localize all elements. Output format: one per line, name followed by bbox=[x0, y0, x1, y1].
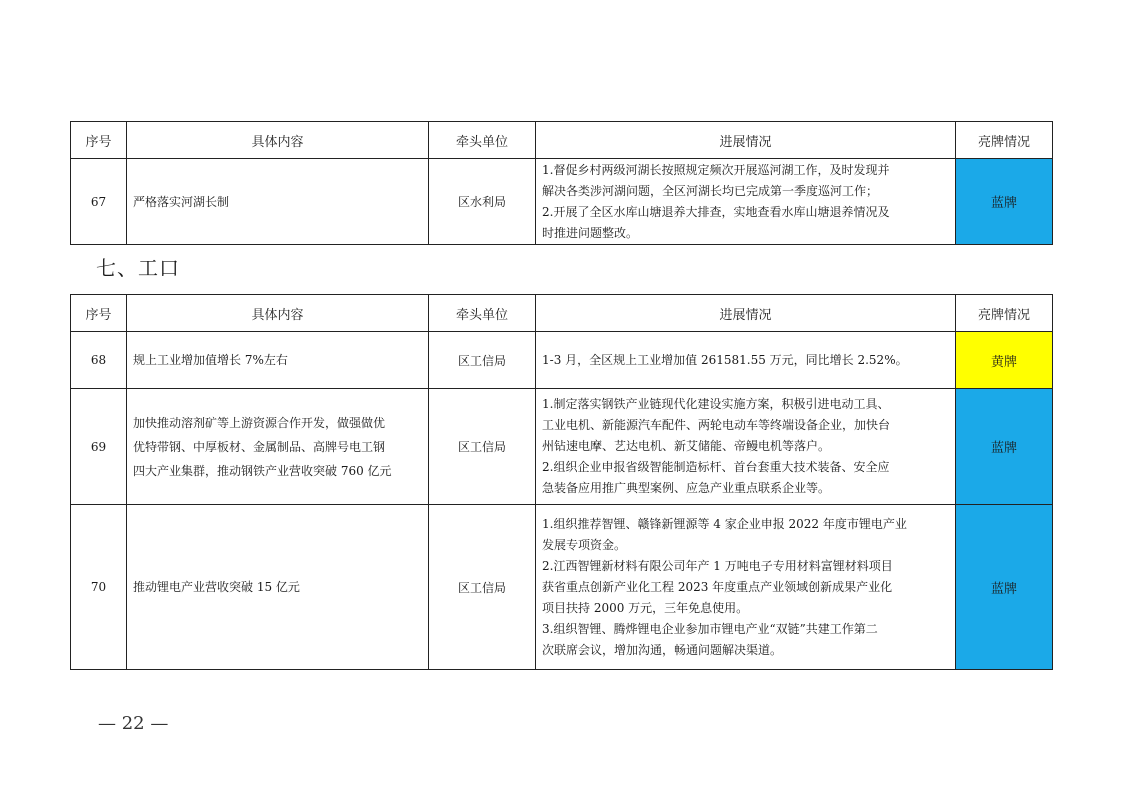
header-status: 亮牌情况 bbox=[956, 122, 1053, 159]
header-progress: 进展情况 bbox=[536, 122, 956, 159]
status-badge-blue: 蓝牌 bbox=[956, 389, 1053, 505]
table-row bbox=[71, 389, 1053, 505]
progress-line: 2.组织企业申报省级智能制造标杆、首台套重大技术装备、安全应 bbox=[542, 460, 890, 474]
content-line: 四大产业集群，推动钢铁产业营收突破 760 亿元 bbox=[133, 463, 392, 478]
table-water-conservancy bbox=[70, 121, 1053, 245]
content-line: 规上工业增加值增长 7%左右 bbox=[133, 353, 288, 367]
progress-line: 2.开展了全区水库山塘退养大排查，实地查看水库山塘退养情况及 bbox=[542, 204, 890, 219]
table-header-row bbox=[71, 295, 1053, 332]
row-no: 70 bbox=[71, 505, 127, 670]
content-line: 加快推动溶剂矿等上游资源合作开发，做强做优 bbox=[133, 415, 386, 430]
row-content bbox=[127, 159, 429, 245]
row-no: 69 bbox=[71, 389, 127, 505]
header-unit: 牵头单位 bbox=[429, 122, 536, 159]
content-line: 优特带钢、中厚板材、金属制品、高牌号电工钢 bbox=[133, 439, 386, 454]
table-header-row bbox=[71, 122, 1053, 159]
page-number: — 22 — bbox=[98, 713, 169, 734]
progress-line: 1.督促乡村两级河湖长按照规定频次开展巡河湖工作，及时发现并 bbox=[542, 162, 890, 177]
progress-line: 1-3 月，全区规上工业增加值 261581.55 万元，同比增长 2.52%。 bbox=[542, 352, 908, 367]
content-line: 严格落实河湖长制 bbox=[133, 194, 230, 209]
table-row bbox=[71, 505, 1053, 670]
row-content bbox=[127, 332, 429, 389]
status-badge-blue: 蓝牌 bbox=[956, 159, 1053, 245]
progress-line: 2.江西智锂新材料有限公司年产 1 万吨电子专用材料富锂材料项目 bbox=[542, 558, 893, 573]
content-line: 推动锂电产业营收突破 15 亿元 bbox=[133, 580, 300, 594]
progress-line: 时推进问题整改。 bbox=[542, 225, 639, 240]
header-unit: 牵头单位 bbox=[429, 295, 536, 332]
table-row bbox=[71, 332, 1053, 389]
row-progress bbox=[536, 505, 956, 670]
progress-line: 工业电机、新能源汽车配件、两轮电动车等终端设备企业，加快台 bbox=[542, 418, 891, 432]
progress-line: 项目扶持 2000 万元，三年免息使用。 bbox=[542, 600, 749, 615]
table-row bbox=[71, 159, 1053, 245]
row-progress bbox=[536, 389, 956, 505]
progress-line: 急装备应用推广典型案例、应急产业重点联系企业等。 bbox=[542, 481, 831, 495]
row-progress bbox=[536, 332, 956, 389]
progress-line: 发展专项资金。 bbox=[542, 537, 627, 552]
row-content bbox=[127, 505, 429, 670]
progress-line: 3.组织智锂、腾烨锂电企业参加市锂电产业“双链”共建工作第二 bbox=[542, 621, 878, 636]
row-unit: 区水利局 bbox=[429, 159, 536, 245]
progress-line: 1.制定落实钢铁产业链现代化建设实施方案，积极引进电动工具、 bbox=[542, 397, 890, 411]
progress-line: 1.组织推荐智锂、赣锋新锂源等 4 家企业申报 2022 年度市锂电产业 bbox=[542, 516, 907, 531]
progress-line: 次联席会议，增加沟通，畅通问题解决渠道。 bbox=[542, 642, 783, 657]
row-unit: 区工信局 bbox=[429, 389, 536, 505]
table-industry bbox=[70, 294, 1053, 670]
header-content: 具体内容 bbox=[127, 295, 429, 332]
progress-line: 解决各类涉河湖问题，全区河湖长均已完成第一季度巡河工作； bbox=[542, 183, 879, 198]
row-unit: 区工信局 bbox=[429, 505, 536, 670]
row-no: 68 bbox=[71, 332, 127, 389]
header-no: 序号 bbox=[71, 295, 127, 332]
progress-line: 获省重点创新产业化工程 2023 年度重点产业领域创新成果产业化 bbox=[542, 579, 893, 594]
progress-line: 州钻速电摩、艺达电机、新艾储能、帝鳗电机等落户。 bbox=[542, 439, 831, 453]
row-content bbox=[127, 389, 429, 505]
row-unit: 区工信局 bbox=[429, 332, 536, 389]
header-no: 序号 bbox=[71, 122, 127, 159]
header-content: 具体内容 bbox=[127, 122, 429, 159]
header-status: 亮牌情况 bbox=[956, 295, 1053, 332]
row-progress bbox=[536, 159, 956, 245]
section-title: 七、工口 bbox=[96, 256, 180, 280]
status-badge-yellow: 黄牌 bbox=[956, 332, 1053, 389]
row-no: 67 bbox=[71, 159, 127, 245]
status-badge-blue: 蓝牌 bbox=[956, 505, 1053, 670]
header-progress: 进展情况 bbox=[536, 295, 956, 332]
